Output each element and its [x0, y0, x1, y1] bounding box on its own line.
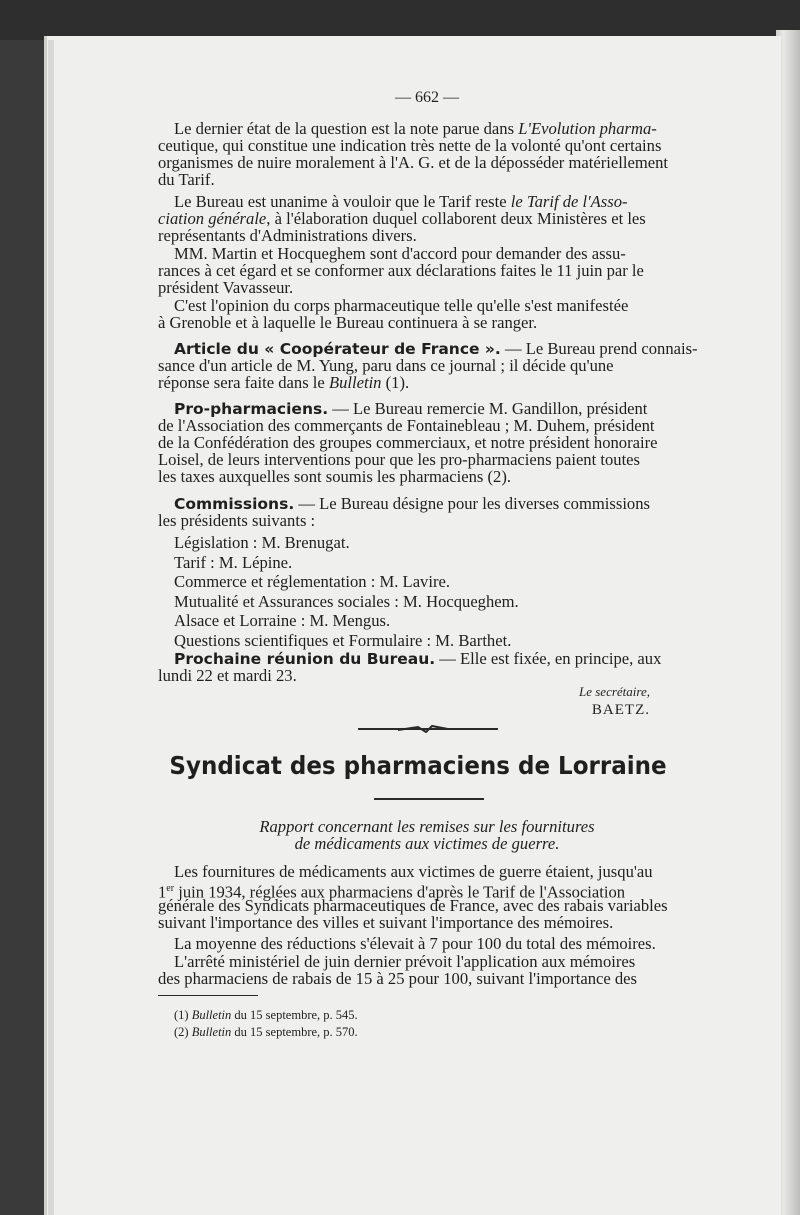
paragraph-moyenne: La moyenne des réductions s'élevait à 7 pour 100 du total des mémoires.: [174, 934, 656, 953]
paragraph-pro-pharmaciens: Pro-pharmaciens. — Le Bureau remercie M. Gandillon, président de l'Association des commerçants de Fontainebleau ; M. Duhem, président de la Confédération des groupes commerciaux, et notre président honoraire Loisel, de leurs interventions pour que les pro-pharmaciens paient toutes les taxes auxquelles sont soumis les pharmaciens (2).: [158, 399, 658, 486]
paragraph-martin: MM. Martin et Hocqueghem sont d'accord pour demander des assu- rances à cet égard et se conformer aux déclarations faites le 11 juin par le président Vavasseur.: [158, 244, 644, 297]
paragraph-fournitures: Les fournitures de médicaments aux victimes de guerre étaient, jusqu'au 1er juin 1934, réglées aux pharmaciens d'après le Tarif de l'Association générale des Syndicats pharmaceutiques de France, avec des rabais variables suivant l'importance des villes et suivant l'importance des mémoires.: [158, 862, 668, 932]
paragraph-grenoble: C'est l'opinion du corps pharmaceutique telle qu'elle s'est manifestée à Grenoble et à laquelle le Bureau continuera à se ranger.: [158, 296, 629, 332]
footnote-1: (1) Bulletin du 15 septembre, p. 545.: [174, 1008, 358, 1022]
paragraph-arrete: L'arrêté ministériel de juin dernier prévoit l'application aux mémoires des pharmaciens de rabais de 15 à 25 pour 100, suivant l'importance des: [158, 952, 637, 988]
scan-background: [0, 0, 800, 40]
subtitle-line-1: Rapport concernant les remises sur les fournitures: [259, 817, 595, 836]
signature-role: Le secrétaire,: [579, 684, 650, 699]
heading-underline: [374, 798, 484, 800]
paragraph-tarif: Le Bureau est unanime à vouloir que le Tarif reste le Tarif de l'Asso- ciation générale, à l'élaboration duquel collaborent deux Ministères et les représentants d'Administrations divers.: [158, 192, 646, 245]
page-spine: [48, 40, 54, 1215]
footnote-2: (2) Bulletin du 15 septembre, p. 570.: [174, 1025, 358, 1039]
paragraph-commissions: Commissions. — Le Bureau désigne pour les diverses commissions les présidents suivants :: [158, 494, 650, 530]
paragraph-prochaine-reunion: Prochaine réunion du Bureau. — Elle est fixée, en principe, aux lundi 22 et mardi 23.: [158, 649, 662, 685]
paragraph-evolution: Le dernier état de la question est la note parue dans L'Evolution pharma- ceutique, qui constitue une indication très nette de la volonté qu'ont certains organismes de nuire moralement à l'A. G. et de la déposséder matériellement du Tarif.: [158, 119, 668, 189]
list-item: Commerce et réglementation : M. Lavire.: [174, 572, 451, 591]
list-item: Tarif : M. Lépine.: [174, 552, 293, 572]
list-item: Mutualité et Assurances sociales : M. Hocqueghem.: [174, 591, 519, 611]
page-number: — 662 —: [395, 89, 459, 106]
list-item: Législation : M. Brenugat.: [174, 533, 350, 552]
subtitle-line-2: de médicaments aux victimes de guerre.: [294, 834, 560, 853]
signature-name: BAETZ.: [591, 702, 650, 718]
commission-list: [174, 534, 519, 651]
footnote-rule: [158, 995, 258, 996]
section-heading: Syndicat des pharmaciens de Lorraine: [169, 751, 667, 780]
list-item: Alsace et Lorraine : M. Mengus.: [174, 611, 391, 630]
paragraph-cooperateur: Article du « Coopérateur de France ». — Le Bureau prend connais- sance d'un article de M. Yung, paru dans ce journal ; il décide qu'une réponse sera faite dans le Bulletin (1).: [158, 339, 698, 392]
list-item: Questions scientifiques et Formulaire : M. Barthet.: [174, 630, 512, 650]
ornament-flourish-icon: [398, 723, 448, 733]
